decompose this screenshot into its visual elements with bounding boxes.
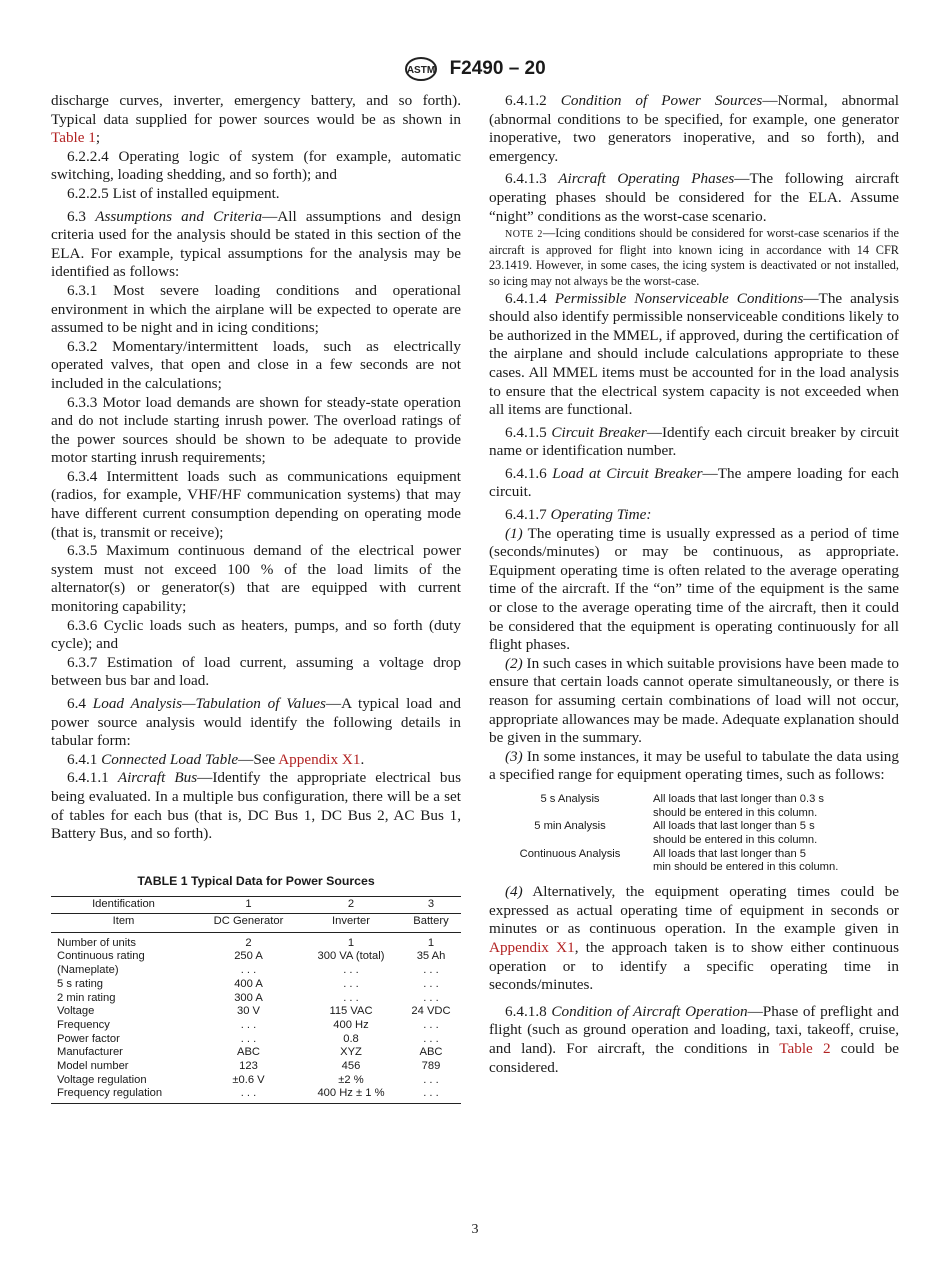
- section-6-3-3: 6.3.3 Motor load demands are shown for steady-state operation and do not include starting inrush power. The overload ratings of the power sources should be shown to be adequate to provide motor starting inrush requirements;: [51, 393, 461, 467]
- section-6-4-1-4: 6.4.1.4 Permissible Nonserviceable Conditions—The analysis should also identify permissible nonserviceable conditions likely to be authorized in the MMEL, if approved, during the certification of the airplane and should include calculations appropriate to these cases. All MMEL items must be accounted for in the load analysis to ensure that the electrical system capacity is not exceeded when all items are functional.: [489, 289, 899, 419]
- operating-times-table: [505, 793, 883, 875]
- table1-link[interactable]: Table 1: [51, 129, 96, 147]
- section-6-4-1: 6.4.1 Connected Load Table—See Appendix X1.: [67, 750, 365, 768]
- page-header: [0, 56, 950, 82]
- table-header-cell: 1: [196, 897, 301, 914]
- table-row: Manufacturer ABC XYZ ABC: [57, 1046, 443, 1059]
- appendix-x1-link[interactable]: Appendix X1: [489, 938, 575, 956]
- section-6-4-1-5: 6.4.1.5 Circuit Breaker—Identify each circuit breaker by circuit name or identification number.: [489, 423, 899, 460]
- table-row: Frequency . . . 400 Hz . . .: [57, 1018, 439, 1031]
- section-6-2-2-4: 6.2.2.4 Operating logic of system (for example, automatic switching, loading shedding, and so forth); and: [51, 147, 461, 184]
- section-6-4-1-6: 6.4.1.6 Load at Circuit Breaker—The ampere loading for each circuit.: [489, 464, 899, 501]
- section-6-3-5: 6.3.5 Maximum continuous demand of the electrical power system must not exceed 100 % of the load limits of the alternator(s) or generator(s) that are equipped with current monitoring capability;: [51, 542, 461, 616]
- table-row: Frequency regulation . . . 400 Hz ± 1 % . . .: [51, 1087, 461, 1103]
- page-number: 3: [471, 1222, 479, 1237]
- table2-link[interactable]: Table 2: [779, 1039, 831, 1057]
- table-row: Continuous rating 250 A 300 VA (total) 35 Ah: [57, 950, 446, 963]
- right-column: [489, 92, 899, 1077]
- document-designation: F2490 – 20: [449, 58, 546, 79]
- operating-time-item-1: (1) The operating time is usually expressed as a period of time (seconds/minutes) or may be continuous, as appropriate. Equipment operating time is often related to the average operating time of the aircraft. If the “on” time of the equipment is the same or close to the average operating time of the aircraft, then it could be considered that the equipment is operating continuously for all flight phases.: [489, 524, 899, 654]
- section-6-4-1-3: 6.4.1.3 Aircraft Operating Phases—The following aircraft operating phases should be considered for the ELA. Assume “night” conditions as the worst-case scenario.: [489, 170, 899, 225]
- table-header-cell: Item: [51, 914, 196, 933]
- section-6-3-2: 6.3.2 Momentary/intermittent loads, such as electrically operated valves, that open and close in a few seconds are not included in the calculations;: [51, 337, 461, 392]
- table1-power-sources: [51, 896, 461, 1104]
- note-2: NOTE 2—Icing conditions should be considered for worst-case scenarios if the aircraft is approved for flight into known icing in accordance with 14 CFR 23.1419. However, in some cases, the icing system is deactivated or not installed, so icing may not always be the worst-case.: [489, 226, 899, 288]
- section-6-4: 6.4 Load Analysis—Tabulation of Values—A typical load and power source analysis would identify the following details in tabular form:: [51, 695, 462, 750]
- list-item: 5 s Analysis All loads that last longer than 0.3 s should be entered in this column.: [540, 792, 825, 819]
- section-6-3: 6.3 Assumptions and Criteria—All assumptions and design criteria used for the analysis should be stated in this section of the ELA. For example, typical assumptions for the analysis may be identified as follows:: [51, 207, 461, 281]
- table1-title: TABLE 1 Typical Data for Power Sources: [137, 873, 375, 888]
- table-row: Model number 123 456 789: [57, 1060, 441, 1073]
- table-header-cell: DC Generator: [196, 914, 301, 933]
- appendix-x1-link[interactable]: Appendix X1: [278, 750, 361, 768]
- astm-logo-icon: [404, 56, 438, 82]
- table-header-cell: Inverter: [301, 914, 401, 933]
- section-6-3-4: 6.3.4 Intermittent loads such as communications equipment (radios, for example, VHF/HF communication systems) that may have different current consumption depending on operating mode (that is, transmit or receive);: [51, 467, 461, 541]
- section-6-3-6: 6.3.6 Cyclic loads such as heaters, pumps, and so forth (duty cycle); and: [51, 616, 461, 653]
- table-row: (Nameplate) . . . . . . . . .: [57, 964, 439, 977]
- section-6-3-7: 6.3.7 Estimation of load current, assuming a voltage drop between bus bar and load.: [51, 653, 461, 690]
- section-6-3-1: 6.3.1 Most severe loading conditions and operational environment in which the airplane will be expected to operate are assumed to be night and in icing conditions;: [51, 281, 461, 337]
- list-item: 5 min Analysis All loads that last longer than 5 s should be entered in this column.: [534, 820, 818, 847]
- operating-time-item-2: (2) In such cases in which suitable provisions have been made to ensure that certain loads cannot operate simultaneously, or there is reason for assuming certain combinations of load will not occur, appropriate allowances may be made. Adequate explanation should be given in the summary.: [489, 654, 899, 747]
- table-header-cell: Identification: [51, 897, 196, 914]
- section-6-4-1-7: 6.4.1.7 Operating Time:: [505, 506, 652, 524]
- table-row: 5 s rating 400 A . . . . . .: [57, 977, 439, 990]
- table-row: Number of units 2 1 1: [57, 936, 435, 949]
- table-header-cell: 3: [401, 897, 461, 914]
- table-row: Voltage 30 V 115 VAC 24 VDC: [57, 1005, 451, 1018]
- section-6-2-2-5: 6.2.2.5 List of installed equipment.: [67, 184, 280, 202]
- section-6-4-1-8: 6.4.1.8 Condition of Aircraft Operation—Phase of preflight and flight (such as ground operation and loading, taxi, takeoff, cruise, and land). For aircraft, the conditions in Table 2 could be considered.: [489, 1002, 900, 1076]
- section-6-4-1-1: 6.4.1.1 Aircraft Bus—Identify the appropriate electrical bus being evaluated. In a multiple bus configuration, there will be a set of tables for each bus (that is, DC Bus 1, DC Bus 2, AC Bus 1, Battery Bus, and so forth).: [51, 769, 462, 843]
- operating-time-item-4: (4) Alternatively, the equipment operating times could be expressed as actual operating time of equipment in seconds or minutes or as continuous operation. In the example given in Appendix X1, the approach taken is to show either continuous operation or to identify a specific operating time in seconds/minutes.: [489, 883, 899, 994]
- table-row: Voltage regulation ±0.6 V ±2 % . . .: [57, 1073, 439, 1086]
- table-header-cell: Battery: [401, 914, 461, 933]
- table-row: 2 min rating 300 A . . . . . .: [57, 991, 439, 1004]
- section-6-4-1-2: 6.4.1.2 Condition of Power Sources—Normal, abnormal (abnormal conditions to be specified, for example, one generator inoperative, two generators inoperative, and so forth), and emergency.: [489, 92, 899, 165]
- table-header-cell: 2: [301, 897, 401, 914]
- operating-time-item-3: (3) In some instances, it may be useful to tabulate the data using a specified range for equipment operating times, such as follows:: [489, 747, 899, 784]
- paragraph-discharge: discharge curves, inverter, emergency battery, and so forth). Typical data supplied for power sources would be as shown in Table 1;: [51, 92, 461, 147]
- left-column: [51, 92, 461, 1104]
- astm-logo-text: ASTM: [407, 65, 436, 76]
- table-row: Power factor . . . 0.8 . . .: [57, 1032, 439, 1045]
- list-item: Continuous Analysis All loads that last longer than 5 min should be entered in this column.: [519, 847, 839, 874]
